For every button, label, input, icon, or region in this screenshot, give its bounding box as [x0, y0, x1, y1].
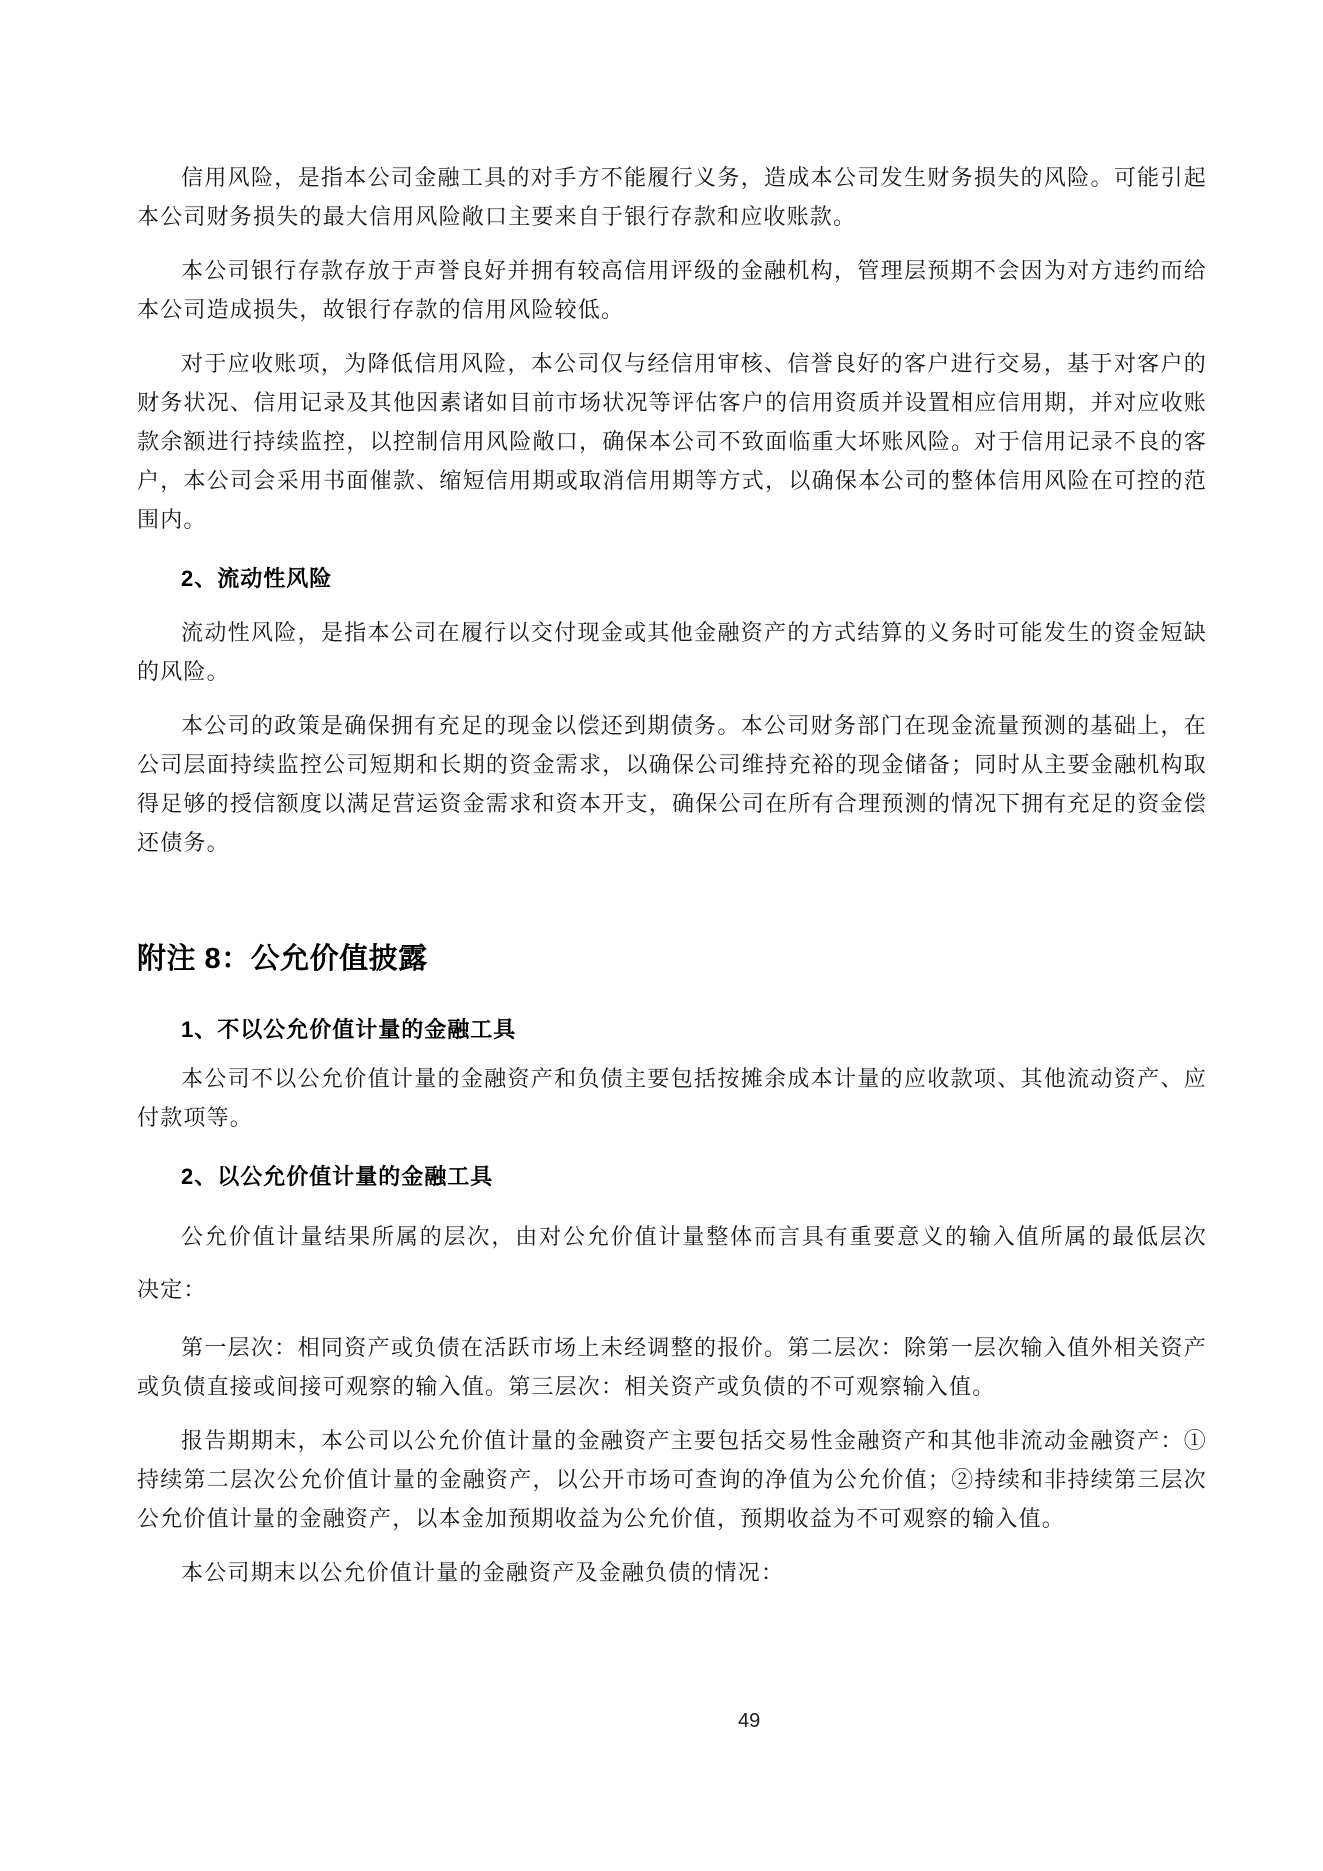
heading-not-measured-at-fair-value: 1、不以公允价值计量的金融工具: [181, 1017, 517, 1042]
paragraph-fair-value-hierarchy: [137, 1210, 1207, 1316]
page-number: 49: [738, 1710, 761, 1732]
paragraph-receivables-credit-risk: 对于应收账项，为降低信用风险，本公司仅与经信用审核、信誉良好的客户进行交易，基于对客户的财务状况、信用记录及其他因素诸如目前市场状况等评估客户的信用资质并设置相应信用期，并对应收账款余额进行持续监控，以控制信用风险敞口，确保本公司不致面临重大坏账风险。对于信用记录不良的客户，本公司会采用书面催款、缩短信用期或取消信用期等方式，以确保本公司的整体信用风险在可控的范围内。: [137, 351, 1207, 532]
paragraph-reporting-period-fair-value: 报告期期末，本公司以公允价值计量的金融资产主要包括交易性金融资产和其他非流动金融资产：①持续第二层次公允价值计量的金融资产，以公开市场可查询的净值为公允价值；②持续和非持续第三层次公允价值计量的金融资产，以本金加预期收益为公允价值，预期收益为不可观察的输入值。: [137, 1428, 1207, 1531]
heading-liquidity-risk: 2、流动性风险: [181, 566, 333, 591]
fair-value-hierarchy-line1: 公允价值计量结果所属的层次，由对公允价值计量整体而言具有重要意义的输入值所属的最低层次: [181, 1224, 1207, 1249]
paragraph-fair-value-table-intro: 本公司期末以公允价值计量的金融资产及金融负债的情况：: [181, 1560, 785, 1585]
heading-note8-fair-value-disclosure: 附注 8：公允价值披露: [137, 943, 428, 975]
heading-measured-at-fair-value: 2、以公允价值计量的金融工具: [181, 1164, 494, 1189]
fair-value-hierarchy-line2: 决定：: [137, 1277, 207, 1302]
paragraph-credit-risk-definition: 信用风险，是指本公司金融工具的对手方不能履行义务，造成本公司发生财务损失的风险。可能引起本公司财务损失的最大信用风险敞口主要来自于银行存款和应收账款。: [137, 165, 1207, 229]
paragraph-bank-deposit-credit-risk: 本公司银行存款存放于声誉良好并拥有较高信用评级的金融机构，管理层预期不会因为对方违约而给本公司造成损失，故银行存款的信用风险较低。: [137, 258, 1207, 322]
paragraph-liquidity-risk-definition: 流动性风险，是指本公司在履行以交付现金或其他金融资产的方式结算的义务时可能发生的资金短缺的风险。: [137, 620, 1207, 684]
paragraph-hierarchy-levels: 第一层次：相同资产或负债在活跃市场上未经调整的报价。第二层次：除第一层次输入值外相关资产或负债直接或间接可观察的输入值。第三层次：相关资产或负债的不可观察输入值。: [137, 1335, 1207, 1399]
paragraph-not-measured-at-fair-value: 本公司不以公允价值计量的金融资产和负债主要包括按摊余成本计量的应收款项、其他流动资产、应付款项等。: [137, 1066, 1207, 1130]
paragraph-liquidity-policy: 本公司的政策是确保拥有充足的现金以偿还到期债务。本公司财务部门在现金流量预测的基础上，在公司层面持续监控公司短期和长期的资金需求，以确保公司维持充裕的现金储备；同时从主要金融机构取得足够的授信额度以满足营运资金需求和资本开支，确保公司在所有合理预测的情况下拥有充足的资金偿还债务。: [137, 713, 1207, 855]
